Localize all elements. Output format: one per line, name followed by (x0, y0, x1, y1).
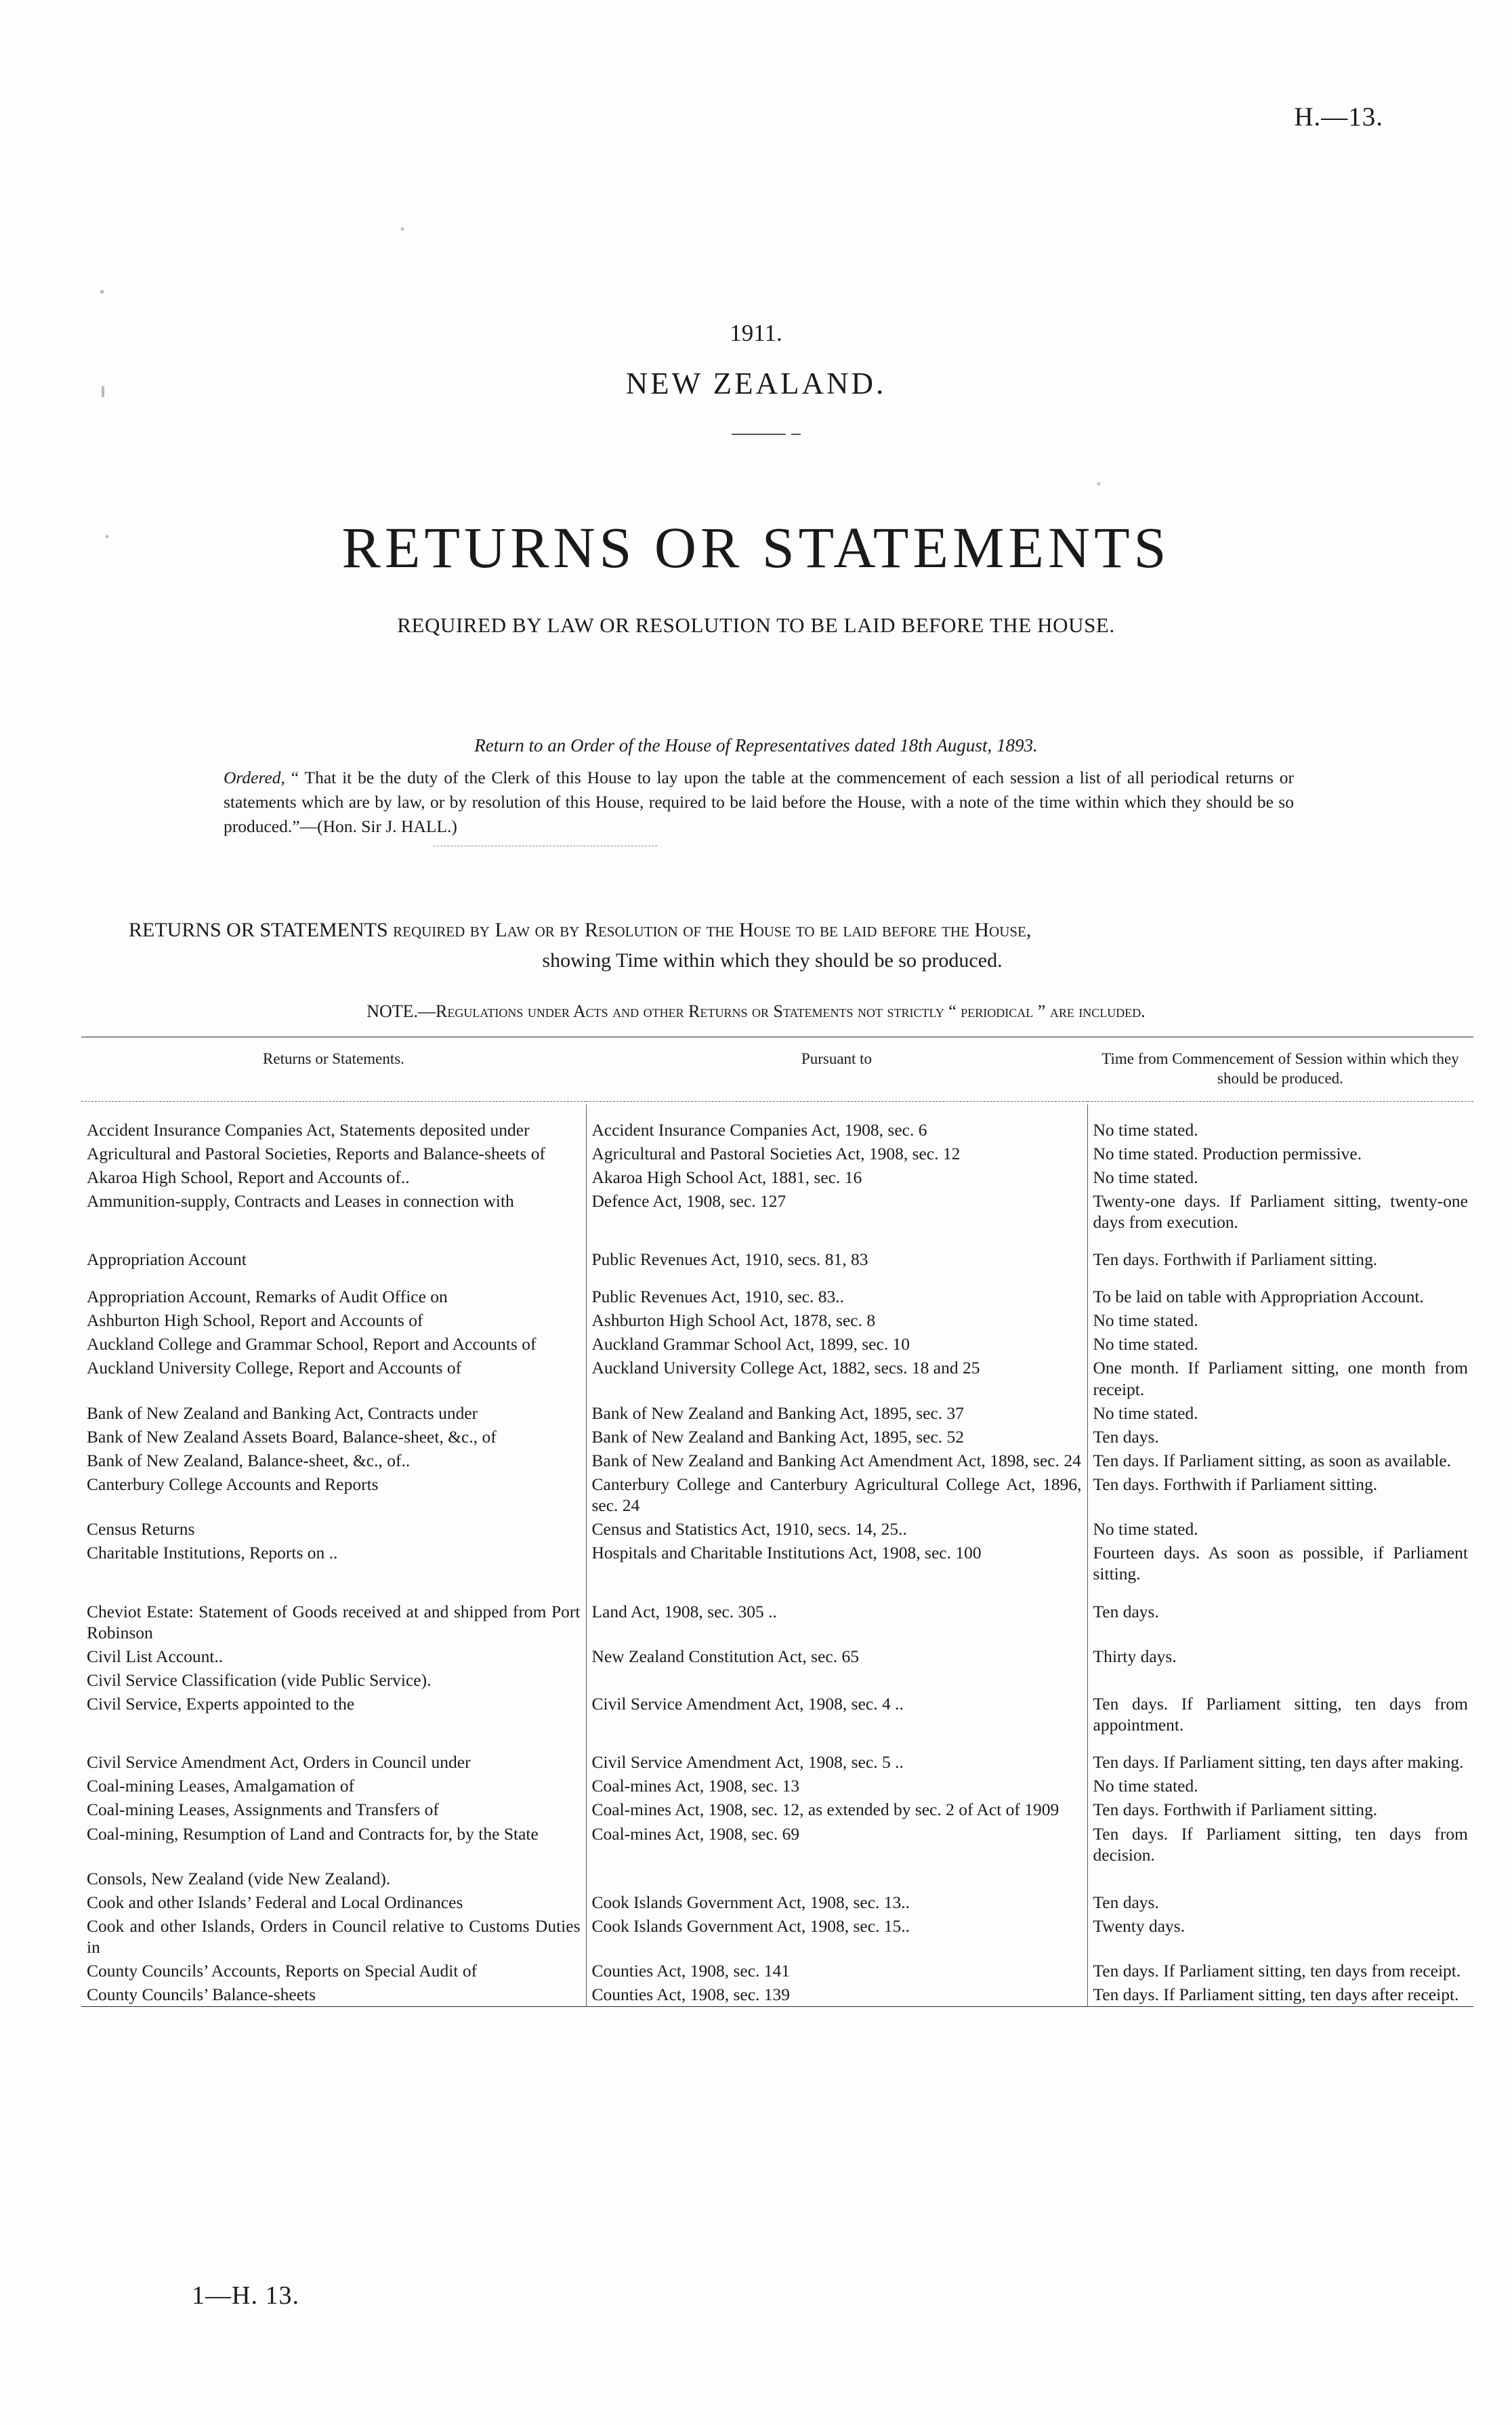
cell-time: Ten days. Forthwith if Parliament sitting. (1093, 1249, 1378, 1270)
page-subtitle: REQUIRED BY LAW OR RESOLUTION TO BE LAID BEFORE THE HOUSE. (397, 613, 1115, 637)
cell-pursuant: Public Revenues Act, 1910, sec. 83.. (586, 1285, 1087, 1308)
cell-subject: Appropriation Account, Remarks of Audit Office on (81, 1285, 586, 1308)
cell-pursuant: Bank of New Zealand and Banking Act Amendment Act, 1898, sec. 24 (586, 1449, 1087, 1472)
country-name: NEW ZEALAND. (625, 367, 887, 400)
cell-time: No time stated. (1093, 1776, 1198, 1796)
table-spacer (81, 1586, 1473, 1600)
cell-time: Twenty days. (1093, 1916, 1185, 1936)
cell-subject: Cheviot Estate: Statement of Goods received at and shipped from Port Robinson (81, 1600, 586, 1644)
cell-time: Ten days. If Parliament sitting, ten days from appointment. (1093, 1694, 1468, 1735)
table-row (81, 1668, 1473, 1692)
cell-time: No time stated. (1093, 1310, 1198, 1331)
returns-table-wrapper (81, 1037, 1473, 2010)
cell-subject: County Councils’ Accounts, Reports on Special Audit of (81, 1959, 586, 1983)
table-row (81, 1798, 1473, 1821)
table-row (81, 1356, 1473, 1401)
cell-pursuant: Cook Islands Government Act, 1908, sec. 13.. (586, 1890, 1087, 1914)
table-header-row (81, 1040, 1473, 1101)
cell-pursuant: Auckland Grammar School Act, 1899, sec. 10 (586, 1332, 1087, 1356)
cell-subject: Bank of New Zealand Assets Board, Balance-sheet, &c., of (81, 1425, 586, 1449)
cell-pursuant: Accident Insurance Companies Act, 1908, sec. 6 (586, 1118, 1087, 1142)
cell-subject: Ammunition-supply, Contracts and Leases in connection with (81, 1189, 586, 1234)
table-row (81, 1517, 1473, 1541)
cell-pursuant: Public Revenues Act, 1910, secs. 81, 83 (586, 1247, 1087, 1271)
column-header-subject: Returns or Statements. (263, 1050, 404, 1067)
cell-subject: Consols, New Zealand (vide New Zealand). (81, 1867, 586, 1890)
cell-subject: Appropriation Account (81, 1247, 586, 1271)
cell-subject: Akaroa High School, Report and Accounts of.. (81, 1165, 586, 1189)
cell-time: Ten days. (1093, 1426, 1159, 1447)
table-row (81, 1867, 1473, 1890)
table-row (81, 1142, 1473, 1165)
cell-time: Ten days. If Parliament sitting, ten days from decision. (1093, 1823, 1468, 1865)
cell-pursuant: Auckland University College Act, 1882, secs. 18 and 25 (586, 1356, 1087, 1401)
cell-time: Thirty days. (1093, 1646, 1177, 1666)
cell-pursuant: Counties Act, 1908, sec. 141 (586, 1959, 1087, 1983)
cell-time: No time stated. (1093, 1119, 1198, 1140)
cell-time: Ten days. If Parliament sitting, ten days after receipt. (1093, 1985, 1459, 2005)
cell-subject: Coal-mining Leases, Assignments and Transfers of (81, 1798, 586, 1821)
table-row (81, 1914, 1473, 1959)
lead-line-1: RETURNS OR STATEMENTS required by Law or by Resolution of the House to be laid before the House, (129, 919, 1032, 941)
cell-pursuant: Ashburton High School Act, 1878, sec. 8 (586, 1308, 1087, 1332)
cell-subject: Cook and other Islands, Orders in Council relative to Customs Duties in (81, 1914, 586, 1959)
cell-pursuant: Bank of New Zealand and Banking Act, 1895, sec. 37 (586, 1401, 1087, 1425)
cell-subject: Auckland College and Grammar School, Report and Accounts of (81, 1332, 586, 1356)
lead-paragraph (129, 915, 1416, 976)
table-spacer (81, 1271, 1473, 1285)
table-row (81, 1247, 1473, 1271)
table-row (81, 1692, 1473, 1737)
cell-pursuant (586, 1668, 1087, 1692)
cell-time: Twenty-one days. If Parliament sitting, twenty-one days from execution. (1093, 1190, 1468, 1232)
cell-subject: Ashburton High School, Report and Accounts of (81, 1308, 586, 1332)
cell-pursuant: Cook Islands Government Act, 1908, sec. 15.. (586, 1914, 1087, 1959)
scan-speck (100, 290, 104, 293)
cell-pursuant: Civil Service Amendment Act, 1908, sec. 5 .. (586, 1750, 1087, 1774)
ordered-paragraph (224, 766, 1294, 840)
table-row (81, 1774, 1473, 1798)
table-row (81, 1600, 1473, 1644)
cell-time (1087, 1668, 1473, 1692)
cell-pursuant: Canterbury College and Canterbury Agricultural College Act, 1896, sec. 24 (586, 1472, 1087, 1517)
cell-pursuant: Bank of New Zealand and Banking Act, 1895, sec. 52 (586, 1425, 1087, 1449)
cell-time: Fourteen days. As soon as possible, if Parliament sitting. (1093, 1543, 1468, 1584)
returns-table-body (81, 1104, 1473, 2010)
table-row (81, 1189, 1473, 1234)
cell-time: Ten days. If Parliament sitting, ten days after making. (1093, 1752, 1464, 1773)
cell-subject: Canterbury College Accounts and Reports (81, 1472, 586, 1517)
cell-pursuant: Akaroa High School Act, 1881, sec. 16 (586, 1165, 1087, 1189)
cell-pursuant: New Zealand Constitution Act, sec. 65 (586, 1644, 1087, 1668)
column-header-pursuant: Pursuant to (801, 1050, 873, 1067)
cell-subject: Civil Service Amendment Act, Orders in Council under (81, 1750, 586, 1774)
cell-subject: Bank of New Zealand and Banking Act, Contracts under (81, 1401, 586, 1425)
cell-pursuant: Coal-mines Act, 1908, sec. 12, as extended by sec. 2 of Act of 1909 (586, 1798, 1087, 1821)
table-bottom-rule (81, 2007, 1473, 2010)
cell-pursuant: Defence Act, 1908, sec. 127 (586, 1189, 1087, 1234)
table-row (81, 1983, 1473, 2007)
cell-subject: Civil List Account.. (81, 1644, 586, 1668)
scan-speck (1097, 482, 1100, 485)
table-row (81, 1308, 1473, 1332)
note-line: NOTE.—Regulations under Acts and other Returns or Statements not strictly “ periodical ” are included. (366, 1001, 1146, 1021)
cell-time: Ten days. (1093, 1892, 1159, 1912)
cell-pursuant: Counties Act, 1908, sec. 139 (586, 1983, 1087, 2007)
cell-subject: Accident Insurance Companies Act, Statements deposited under (81, 1118, 586, 1142)
cell-time: Ten days. (1093, 1601, 1159, 1621)
cell-time: Ten days. Forthwith if Parliament sitting. (1093, 1800, 1378, 1820)
folio-number: 1—H. 13. (192, 2281, 299, 2310)
cell-subject: County Councils’ Balance-sheets (81, 1983, 586, 2007)
returns-table (81, 1037, 1473, 2010)
table-row (81, 1401, 1473, 1425)
lead-line-2: showing Time within which they should be so produced. (542, 949, 1003, 972)
header-divider (732, 434, 786, 435)
cell-time: No time stated. (1093, 1403, 1198, 1423)
table-row (81, 1332, 1473, 1356)
year: 1911. (730, 320, 782, 346)
cell-subject: Cook and other Islands’ Federal and Local Ordinances (81, 1890, 586, 1914)
order-reference: Return to an Order of the House of Representatives dated 18th August, 1893. (474, 735, 1038, 755)
table-row (81, 1750, 1473, 1774)
document-number: H.—13. (1294, 102, 1383, 131)
table-row (81, 1165, 1473, 1189)
cell-pursuant: Hospitals and Charitable Institutions Act, 1908, sec. 100 (586, 1541, 1087, 1585)
table-row (81, 1472, 1473, 1517)
cell-time: Ten days. Forthwith if Parliament sitting. (1093, 1474, 1378, 1495)
cell-time: Ten days. If Parliament sitting, ten days from receipt. (1093, 1961, 1461, 1981)
page-title: RETURNS OR STATEMENTS (341, 515, 1171, 580)
table-spacer (81, 1104, 1473, 1118)
cell-time (1087, 1867, 1473, 1890)
table-row (81, 1449, 1473, 1472)
ordered-lead: Ordered, (224, 768, 285, 787)
cell-pursuant: Land Act, 1908, sec. 305 .. (586, 1600, 1087, 1644)
ordered-text: “ That it be the duty of the Clerk of this House to lay upon the table at the commencement of each session a list of all periodical returns or statements which are by law, or by resolution of this House, required to be laid before the House, with a note of the time within which they should be so produced.”—(Hon. Sir J. HALL.) (224, 768, 1294, 837)
column-header-time: Time from Commencement of Session within which they should be produced. (1101, 1050, 1459, 1087)
cell-pursuant: Agricultural and Pastoral Societies Act, 1908, sec. 12 (586, 1142, 1087, 1165)
table-row (81, 1959, 1473, 1983)
cell-time: No time stated. (1093, 1519, 1198, 1539)
table-spacer (81, 1234, 1473, 1247)
cell-subject: Civil Service, Experts appointed to the (81, 1692, 586, 1737)
cell-subject: Coal-mining Leases, Amalgamation of (81, 1774, 586, 1798)
table-spacer (81, 1737, 1473, 1750)
cell-subject: Charitable Institutions, Reports on .. (81, 1541, 586, 1585)
cell-subject: Agricultural and Pastoral Societies, Reports and Balance-sheets of (81, 1142, 586, 1165)
cell-subject: Census Returns (81, 1517, 586, 1541)
table-row (81, 1822, 1473, 1867)
table-row (81, 1644, 1473, 1668)
cell-pursuant: Census and Statistics Act, 1910, secs. 14, 25.. (586, 1517, 1087, 1541)
cell-pursuant: Coal-mines Act, 1908, sec. 13 (586, 1774, 1087, 1798)
cell-subject: Bank of New Zealand, Balance-sheet, &c., of.. (81, 1449, 586, 1472)
table-row (81, 1541, 1473, 1585)
table-row (81, 1425, 1473, 1449)
cell-time: Ten days. If Parliament sitting, as soon as available. (1093, 1450, 1452, 1470)
cell-pursuant: Civil Service Amendment Act, 1908, sec. 4 .. (586, 1692, 1087, 1737)
cell-time: No time stated. (1093, 1167, 1198, 1187)
table-row (81, 1118, 1473, 1142)
cell-subject: Auckland University College, Report and Accounts of (81, 1356, 586, 1401)
cell-time: No time stated. (1093, 1334, 1198, 1354)
cell-subject: Coal-mining, Resumption of Land and Contracts for, by the State (81, 1822, 586, 1867)
scan-speck (401, 228, 404, 230)
table-row (81, 1890, 1473, 1914)
cell-time: No time stated. Production permissive. (1093, 1143, 1362, 1163)
cell-time: One month. If Parliament sitting, one month from receipt. (1093, 1358, 1468, 1399)
table-row (81, 1285, 1473, 1308)
cell-pursuant: Coal-mines Act, 1908, sec. 69 (586, 1822, 1087, 1867)
cell-subject: Civil Service Classification (vide Public Service). (81, 1668, 586, 1692)
cell-time: To be laid on table with Appropriation Account. (1093, 1287, 1424, 1307)
cell-pursuant (586, 1867, 1087, 1890)
